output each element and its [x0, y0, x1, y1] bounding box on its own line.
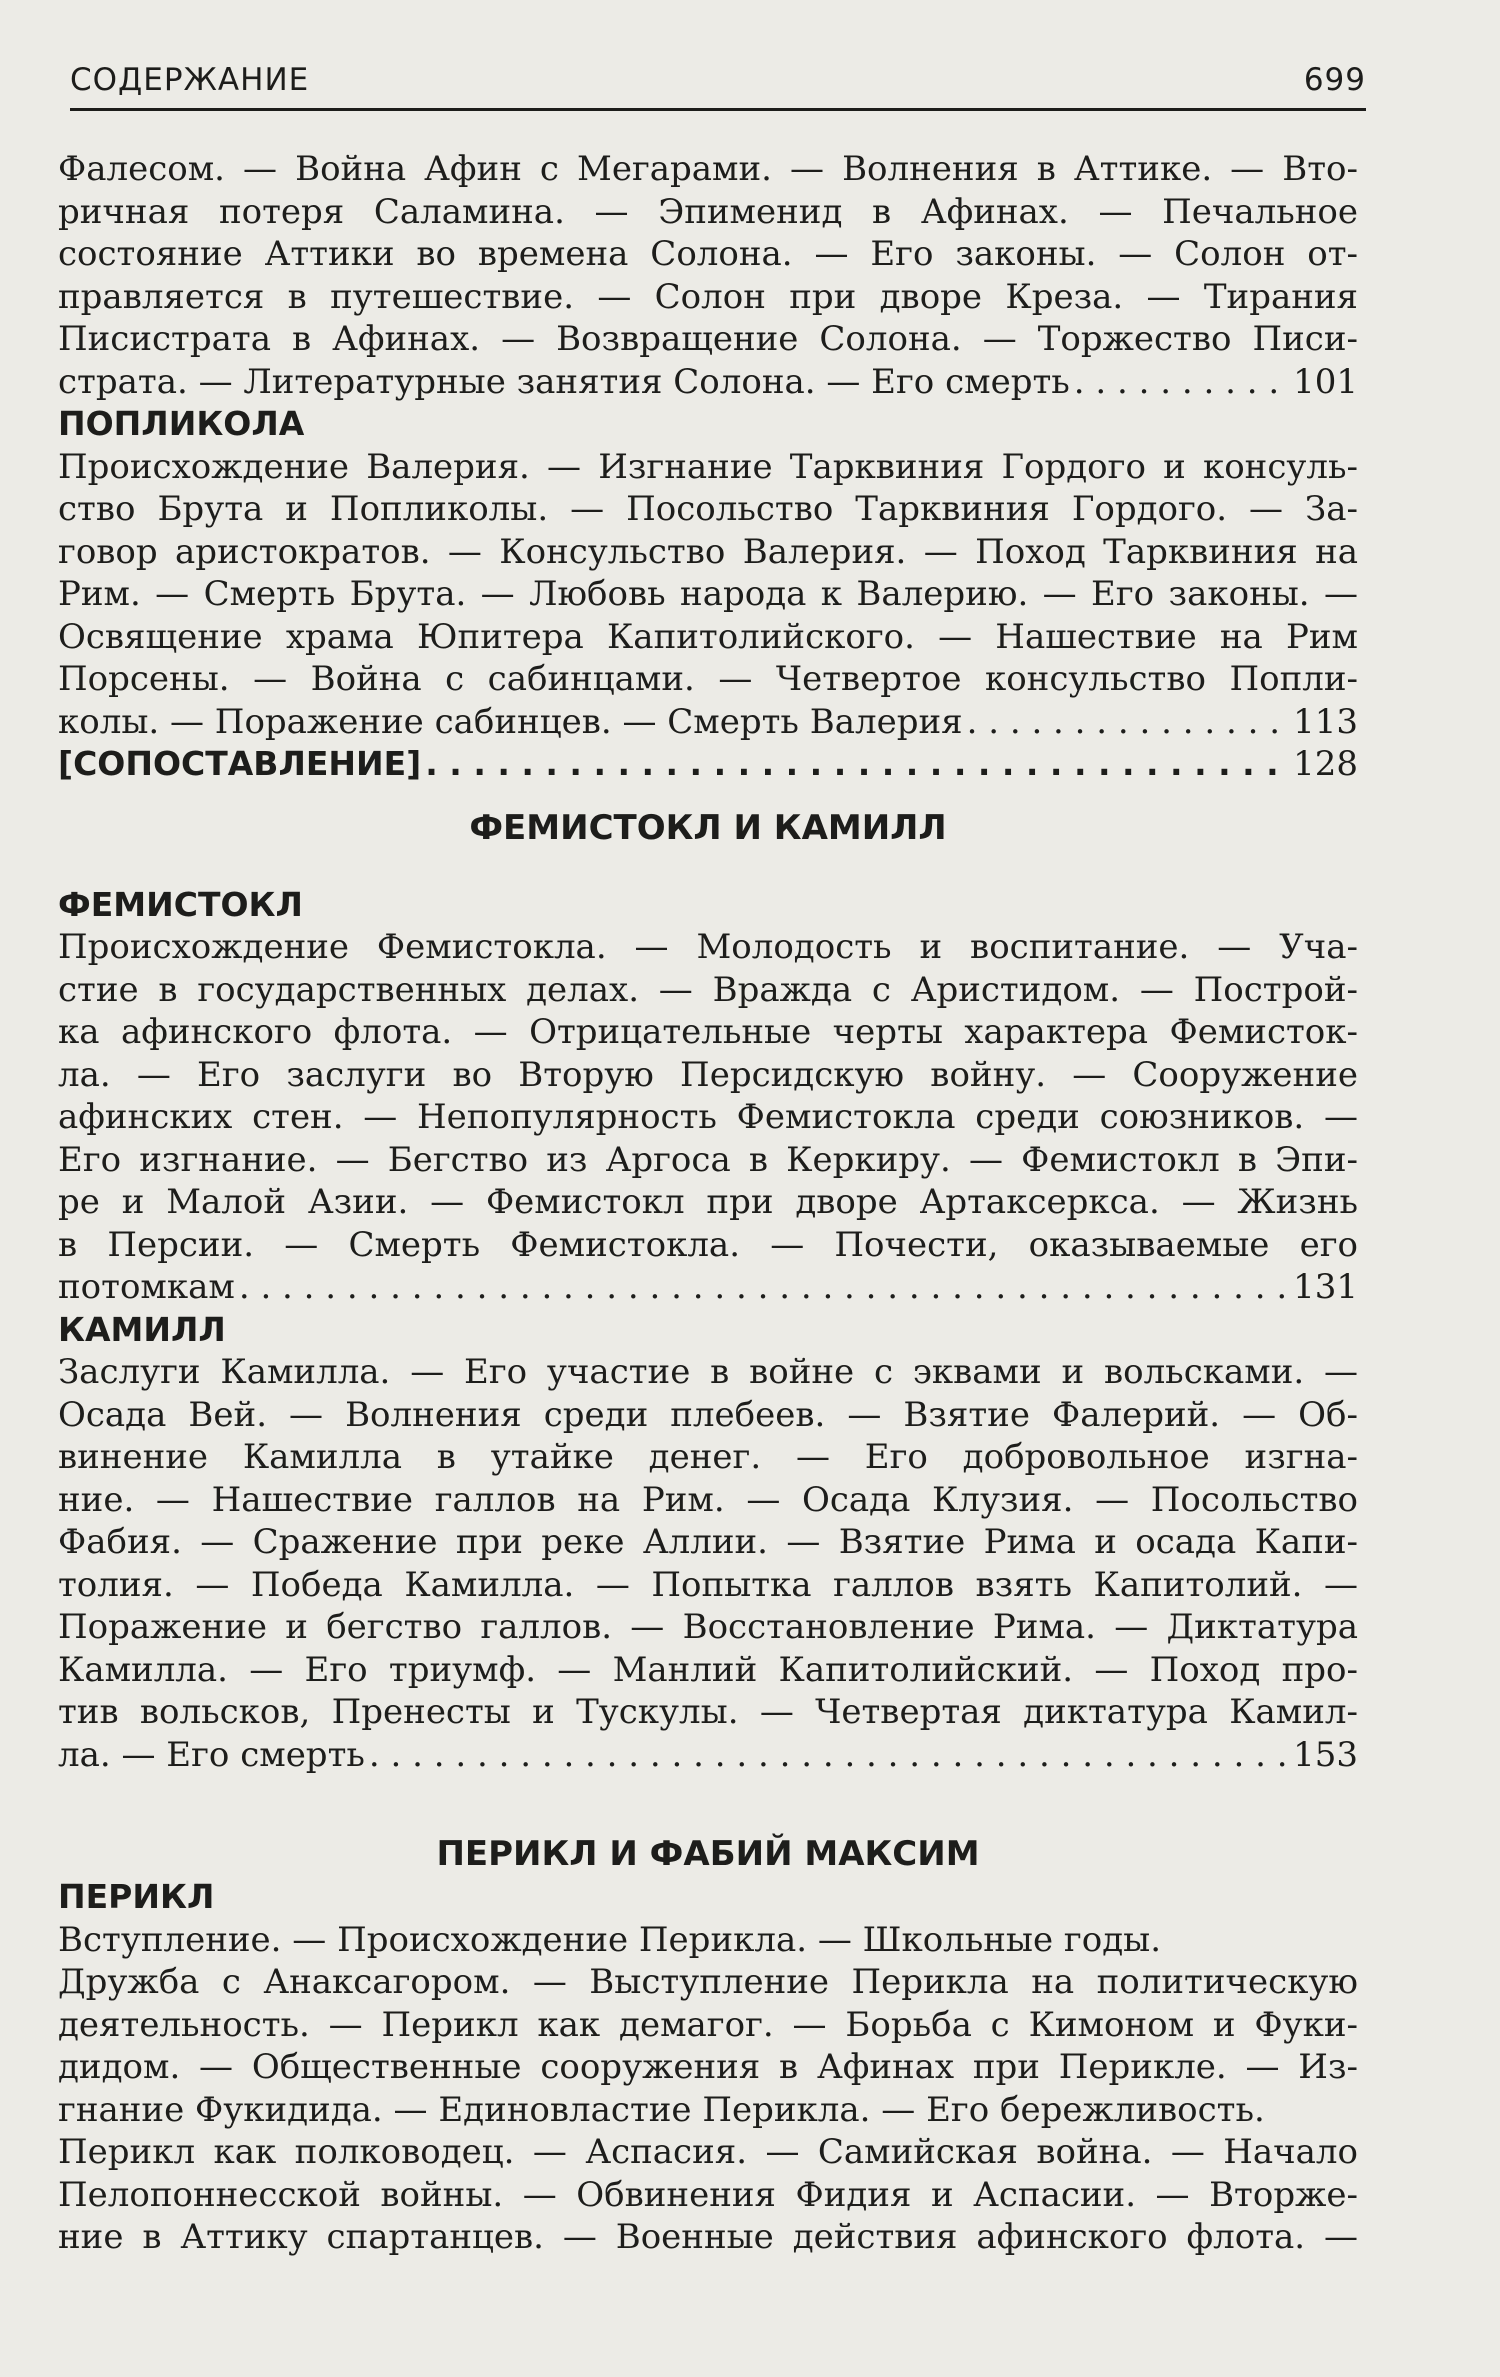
- entry-themistocles: [58, 884, 1358, 1309]
- toc-page-number: 131: [1293, 1267, 1358, 1307]
- entry-comparison[interactable]: [58, 743, 1358, 786]
- toc-line: толия. — Победа Камилла. — Попытка галлов взять Капитолий. —: [58, 1564, 1358, 1605]
- toc-line: Осада Вей. — Волнения среди плебеев. — Взятие Фалерий. — Об-: [58, 1394, 1358, 1435]
- toc-line: Писистрата в Афинах. — Возвращение Солона. — Торжество Писи-: [58, 319, 1358, 359]
- toc-line: Фабия. — Сражение при реке Аллии. — Взятие Рима и осада Капи-: [58, 1522, 1358, 1562]
- toc-line: ричная потеря Саламина. — Эпименид в Афинах. — Печальное: [58, 191, 1358, 232]
- toc-line: афинских стен. — Непопулярность Фемистокла среди союзников. —: [58, 1097, 1358, 1137]
- dot-leader: [425, 743, 1289, 786]
- toc-entry-last-line[interactable]: [58, 701, 1358, 744]
- pair-heading: ПЕРИКЛ И ФАБИЙ МАКСИМ: [436, 1834, 980, 1874]
- toc-page-number: 101: [1293, 361, 1358, 402]
- dot-leader: [1074, 361, 1289, 404]
- toc-line: ние. — Нашествие галлов на Рим. — Осада Клузия. — Посольство: [58, 1479, 1358, 1520]
- toc-line: ние в Аттику спартанцев. — Военные действия афинского флота. —: [58, 2217, 1358, 2257]
- toc-line: Порсены. — Война с сабинцами. — Четвертое консульство Попли-: [58, 659, 1358, 699]
- toc-line: Вступление. — Происхождение Перикла. — Школьные годы.: [58, 1919, 1162, 1960]
- toc-line: тив вольсков, Пренесты и Тускулы. — Четвертая диктатура Камил-: [58, 1692, 1358, 1732]
- toc-line: Камилла. — Его триумф. — Манлий Капитолийский. — Поход про-: [58, 1649, 1358, 1690]
- toc-line: ре и Малой Азии. — Фемистокл при дворе Артаксеркса. — Жизнь: [58, 1182, 1358, 1222]
- entry-camillus: [58, 1309, 1358, 1777]
- toc-line: Его изгнание. — Бегство из Аргоса в Керкиру. — Фемистокл в Эпи-: [58, 1139, 1358, 1180]
- header-rule: [70, 108, 1366, 111]
- toc-line: Освящение храма Юпитера Капитолийского. — Нашествие на Рим: [58, 616, 1358, 657]
- toc-line: Происхождение Валерия. — Изгнание Тарквиния Гордого и консуль-: [58, 446, 1358, 487]
- toc-line: винение Камилла в утайке денег. — Его добровольное изгна-: [58, 1437, 1358, 1477]
- toc-entry-last-line[interactable]: [58, 1266, 1358, 1309]
- entry-heading[interactable]: ПОПЛИКОЛА: [58, 404, 305, 443]
- dot-leader: [239, 1266, 1289, 1309]
- entry-heading[interactable]: ПЕРИКЛ: [58, 1877, 215, 1916]
- running-head: [70, 62, 1366, 98]
- entry-heading[interactable]: ФЕМИСТОКЛ: [58, 884, 303, 924]
- toc-line-text: страта. — Литературные занятия Солона. — Его смерть: [58, 361, 1070, 402]
- toc-line: в Персии. — Смерть Фемистокла. — Почести, оказываемые его: [58, 1224, 1358, 1265]
- dot-leader: [967, 701, 1290, 744]
- toc-line-text: ла. — Его смерть: [58, 1734, 365, 1775]
- toc-page-number: 128: [1293, 744, 1358, 784]
- toc-line: Происхождение Фемистокла. — Молодость и воспитание. — Уча-: [58, 927, 1358, 967]
- toc-line: Пелопоннесской войны. — Обвинения Фидия и Аспасии. — Вторже-: [58, 2174, 1358, 2215]
- toc-page-number: 153: [1293, 1734, 1358, 1775]
- entry-poplicola: [58, 403, 1358, 743]
- toc-line: Фалесом. — Война Афин с Мегарами. — Волнения в Аттике. — Вто-: [58, 149, 1358, 189]
- toc-entry-last-line[interactable]: [58, 361, 1358, 404]
- toc-line: стие в государственных делах. — Вражда с Аристидом. — Построй-: [58, 969, 1358, 1010]
- toc-line: дидом. — Общественные сооружения в Афинах при Перикле. — Из-: [58, 2047, 1358, 2087]
- entry-solon: [58, 148, 1358, 403]
- pair-heading: ФЕМИСТОКЛ И КАМИЛЛ: [469, 807, 947, 848]
- toc-line-text: колы. — Поражение сабинцев. — Смерть Валерия: [58, 701, 963, 742]
- toc-line: правляется в путешествие. — Солон при дворе Креза. — Тирания: [58, 276, 1358, 317]
- toc-content: [58, 148, 1358, 2259]
- section-title: СОДЕРЖАНИЕ: [70, 62, 310, 98]
- toc-line: деятельность. — Перикл как демагог. — Борьба с Кимоном и Фуки-: [58, 2004, 1358, 2045]
- toc-line: состояние Аттики во времена Солона. — Его законы. — Солон от-: [58, 234, 1358, 274]
- toc-line: Заслуги Камилла. — Его участие в войне с эквами и вольсками. —: [58, 1352, 1358, 1392]
- spacer: [58, 850, 1358, 884]
- spacer: [58, 786, 1358, 806]
- toc-line: ство Брута и Попликолы. — Посольство Тарквиния Гордого. — За-: [58, 489, 1358, 529]
- page-number: 699: [1303, 62, 1366, 98]
- toc-entry-last-line[interactable]: [58, 1734, 1358, 1777]
- entry-heading[interactable]: КАМИЛЛ: [58, 1309, 226, 1349]
- toc-line: гнание Фукидида. — Единовластие Перикла. — Его бережливость.: [58, 2089, 1265, 2130]
- toc-line: Рим. — Смерть Брута. — Любовь народа к Валерию. — Его законы. —: [58, 574, 1358, 614]
- toc-line: Перикл как полководец. — Аспасия. — Самийская война. — Начало: [58, 2132, 1358, 2172]
- spacer: [58, 1776, 1358, 1832]
- toc-page-number: 113: [1293, 701, 1358, 742]
- toc-line: говор аристократов. — Консульство Валерия. — Поход Тарквиния на: [58, 531, 1358, 572]
- comparison-label: [СОПОСТАВЛЕНИЕ]: [58, 744, 422, 783]
- toc-line: ка афинского флота. — Отрицательные черты характера Фемисток-: [58, 1012, 1358, 1052]
- dot-leader: [369, 1734, 1289, 1777]
- toc-line: Дружба с Анаксагором. — Выступление Перикла на политическую: [58, 1962, 1358, 2002]
- toc-line: ла. — Его заслуги во Вторую Персидскую войну. — Сооружение: [58, 1054, 1358, 1095]
- entry-pericles: [58, 1876, 1358, 2259]
- toc-line-text: потомкам: [58, 1267, 235, 1307]
- toc-line: Поражение и бегство галлов. — Восстановление Рима. — Диктатура: [58, 1607, 1358, 1647]
